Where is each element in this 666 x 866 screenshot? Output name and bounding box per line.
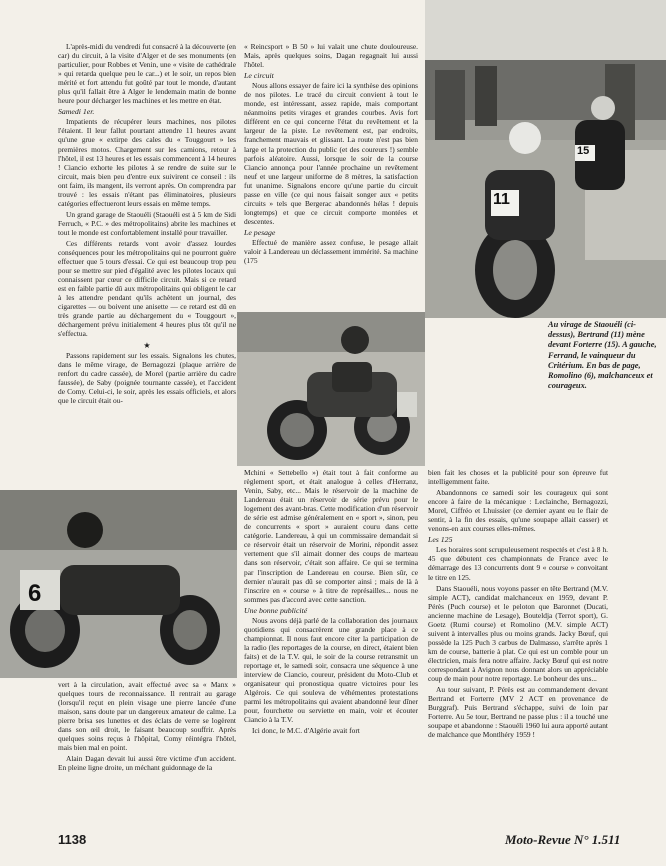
- column-1-bottom: [58, 680, 236, 820]
- column-3-continuation: bien fait les choses et la publicité pour son épreuve fut intelligemment faite.: [428, 468, 608, 487]
- circuit-paragraph: Nous allons essayer de faire ici la synthèse des opinions de nos pilotes. Le tracé du circuit convient à tout le monde, est intéressant, assez rapide, mais comportant néanmoins petits virages et grandes courbes. Avis fort différent en ce qui concerne l'état du revêtement et la largeur de la piste. Le revêtement est, par endroits, franchement mauvais et glissant. La route n'est pas bien large et la protection du public (et des coureurs !) semble parfois aléatoire. Aussi, lorsque le soir de la course Ciancio annonça pour l'année prochaine un revêtement neuf et une largeur uniforme de 8 mètres, la satisfaction fut unanime. Signalons encore qu'une partie du circuit passe en ville (ce qui nous faisait songer aux « petits circuits » tels que Bergerac abandonnés hélas ! depuis longtemps) et que ce circuit comporte montées et descentes.: [244, 81, 418, 226]
- rider-number-15: 15: [577, 145, 590, 157]
- rider-number-6: 6: [28, 580, 42, 607]
- race-paragraph: Dans Staouéli, nous voyons passer en tête Bertrand (M.V. simple ACT), candidat malchanceux en 1959, devant P. Pérès (Puch course) et le peloton que Baronnet (Ducati, ancienne machine de Lesage), Bouteldja (Terrot sport), G. Goetz (Rumi course) et Romolino (M.V. simple ACT) suivent à intervalles plus ou moins grands. Jacky Bœuf, qui possède la 125 Puch 3 carbus de Dalmasso, s'arrête après 1 km de course, batterie à plat. Ce qui est un comble pour un électricien, mais fera notre affaire. Jacky Bœuf qui est notre correspondant à Avignon nous donnant alors un appréciable coup de main pour notre reportage. Le bonheur des uns...: [428, 583, 608, 684]
- column-2-bottom: [244, 468, 418, 822]
- samedi-paragraph-1: Impatients de récupérer leurs machines, nos pilotes l'étaient. Il leur fallut pourtant attendre 11 heures avant qu'une grue « extirpe des cales du « Touggourt » les premières motos. Chargement sur les camions, retour à l'hôtel, il est 13 heures et les essais commencent à 14 heures ! Ciancio exhorte les pilotes à se rendre de suite sur le circuit, mais bien peu d'entre eux suivirent ce conseil : ils ont faim, ils mangent, ils verront après. On comprendra par trouvé : les essais n'étant pas éliminatoires, plusieurs catégories effectueront leurs essais en même temps.: [58, 117, 236, 208]
- publicity-heading: Une bonne publicité: [244, 605, 308, 615]
- column-2-top: [244, 42, 418, 334]
- separator-star: ★: [143, 340, 151, 350]
- pesage-heading: Le pesage: [244, 227, 276, 237]
- photo-number-labels: [425, 0, 666, 318]
- magazine-issue: Moto-Revue N° 1.511: [505, 832, 621, 847]
- column-2-last-line: Ici donc, le M.C. d'Algérie avait fort: [252, 726, 360, 736]
- page-number: 1138: [58, 832, 87, 847]
- samedi-paragraph-2: Un grand garage de Staouéli (Staouéli est à 5 km de Sidi Ferruch, « P.C. » des métropolitains) abrite les machines et tout le monde est confortablement installé pour travailler.: [58, 209, 236, 237]
- samedi-paragraph-4: Passons rapidement sur les essais. Signalons les chutes, dans le même virage, de Bernagozzi (plaque arrière de renfort du cadre cassée), de Morel (partie arrière du cadre faussée), de Saby (poignée tournante cassée), et l'accident de Comy. Celui-ci, le soir, après les essais officiels, et alors que le circuit était ou-: [58, 350, 236, 405]
- pesage-paragraph: Effectué de manière assez confuse, le pesage allait valoir à Landereau un déclassement immérité. Sa machine (175: [244, 237, 418, 266]
- comy-paragraph: vert à la circulation, avait effectué avec sa « Manx » quelques tours de reconnaissance. Il rentrait au garage (lorsqu'il reçut en plein visage une pierre lancée d'une maison, sans doute par un dangereux amateur de calme. La pierre brisa ses lunettes et des éclats de verre se logèrent dans son œil droit, le faisant beaucoup souffrir. Après quelques soins reçus à l'hôpital, Comy réintégra l'hôtel, mais bien mal en point.: [58, 680, 236, 753]
- samedi-paragraph-3: Ces différents retards vont avoir d'assez lourdes conséquences pour les métropolitains qui ne pourront guère effectuer que 5 tours d'essai. Ce qui est beaucoup trop peu pour se mettre sur pied d'égalité avec les pilotes locaux qui connaissent par cœur ce difficile circuit. Mais si ce retard est en faible partie dû aux métropolitains qui obligent le car à les attendre pendant qu'ils achètent un journal, des cigarettes — ou boivent une anisette — ce retard est dû en très grande partie au déchargement du « Touggourt », déchargement prévu initialement 4 heures plus tôt qu'il ne s'effectua.: [58, 238, 236, 339]
- publicity-paragraph: Nous avons déjà parlé de la collaboration des journaux quotidiens qui consacrèrent une grande place à ce championnat. Il nous faut encore citer la participation de la radio (les reportages de la course, en direct, étaient bien faits) et de la T.V. qui, le soir de la course retransmit un reportage et, le samedi soir, consacra une séquence à une interview de Ciancio, coureur, président du Moto-Club et organisateur qui pronostiqua quatre victoires pour les Algérois. Ce qui souleva de véhémentes protestations parmi les métropolitains qui avaient abandonné leur dîner pour, fourchette ou serviette en main, voir et écouter Ciancio à la T.V.: [244, 615, 418, 725]
- column-1-top: [58, 42, 236, 500]
- samedi-heading: Samedi 1er.: [58, 107, 95, 117]
- photo-ferrand: [237, 312, 425, 466]
- circuit-heading: Le circuit: [244, 71, 274, 81]
- start-paragraph: Les horaires sont scrupuleusement respectés et c'est à 8 h. 45 que débutent ces championnats de France avec le démarrage des 13 concurrents dont 9 « course » convoitant le titre en 125.: [428, 545, 608, 582]
- rider-number-11: 11: [493, 191, 510, 208]
- dagan-paragraph: Alain Dagan devait lui aussi être victime d'un accident. En pleine ligne droite, un méchant guidonnage de la: [58, 754, 236, 773]
- lap-paragraph: Au tour suivant, P. Pérès est au commandement devant Bertrand et Forterre (MV 2 ACT en provenance de Burggraf). Puis Bertrand s'échappe, suivi de loin par Forterre. Au 5e tour, Bertrand ne passe plus : il a touché une soupape et abandonne : Staouéli 1960 lui aura apporté autant de malchance que Montlhéry 1959 !: [428, 685, 608, 740]
- landereau-paragraph: Mchini « Settebello ») était tout à fait conforme au règlement sport, et était analogue à celles d'Herranz, Venin, Saby, etc... Mais le réservoir de la machine de Landereau était un réservoir de série prévu pour le logement des avant-bras. Cette modification d'un réservoir de série est admise généralement en « sport », sinon, peu de concurrents « sport » auraient couru dans cette catégorie. Landereau, à qui un commissaire demandait si ce réservoir était un réservoir de Morini, répondit assez vertement que s'il aimait donner des coups de marteau dans son réservoir, c'était son affaire. Ce qui se termina par l'inscription de Landereau en course. Bien sûr, ce dernier n'aurait pas dû se comporter ainsi ; mais de là à l'inscrire en « course » à titre de représailles... nous ne sommes pas d'accord avec cette sanction.: [244, 468, 418, 604]
- photo-caption: Au virage de Staouéli (ci-dessus), Bertrand (11) mène devant Forterre (15). A gauche, Ferrand, le vainqueur du Critérium. En bas de page, Romolino (6), malchanceux et courageux.: [548, 320, 657, 391]
- mechanics-paragraph: Abandonnons ce samedi soir les courageux qui sont encore à faire de la mécanique : Leclainche, Bernagozzi, Morel, Ciffréo et Lhuissier (ce dernier ayant eu le flair de sentir, à la fin des essais, qu'une soupape allait casser) et venons-en aux courses elles-mêmes.: [428, 488, 608, 534]
- class-125-heading: Les 125: [428, 535, 453, 545]
- column-2-continuation: « Reincsport » B 50 » lui valait une chute douloureuse. Mais, après quelques soins, Dagan regagnait lui aussi l'hôtel.: [244, 42, 418, 70]
- column-3: [428, 468, 608, 822]
- intro-paragraph: L'après-midi du vendredi fut consacré à la découverte (en car) du circuit, à la visite d'Alger et de ses monuments (en particulier, pour Robbes et Venin, une « visite de cathédrale » qui retarda quelque peu le car...) et le soir, un repos bien mérité et fort attendu fut goûté par tout le monde, d'autant plus qu'il fallait être à Alger le lendemain matin de bonne heure pour décharger les machines et les mettre en état.: [58, 42, 236, 106]
